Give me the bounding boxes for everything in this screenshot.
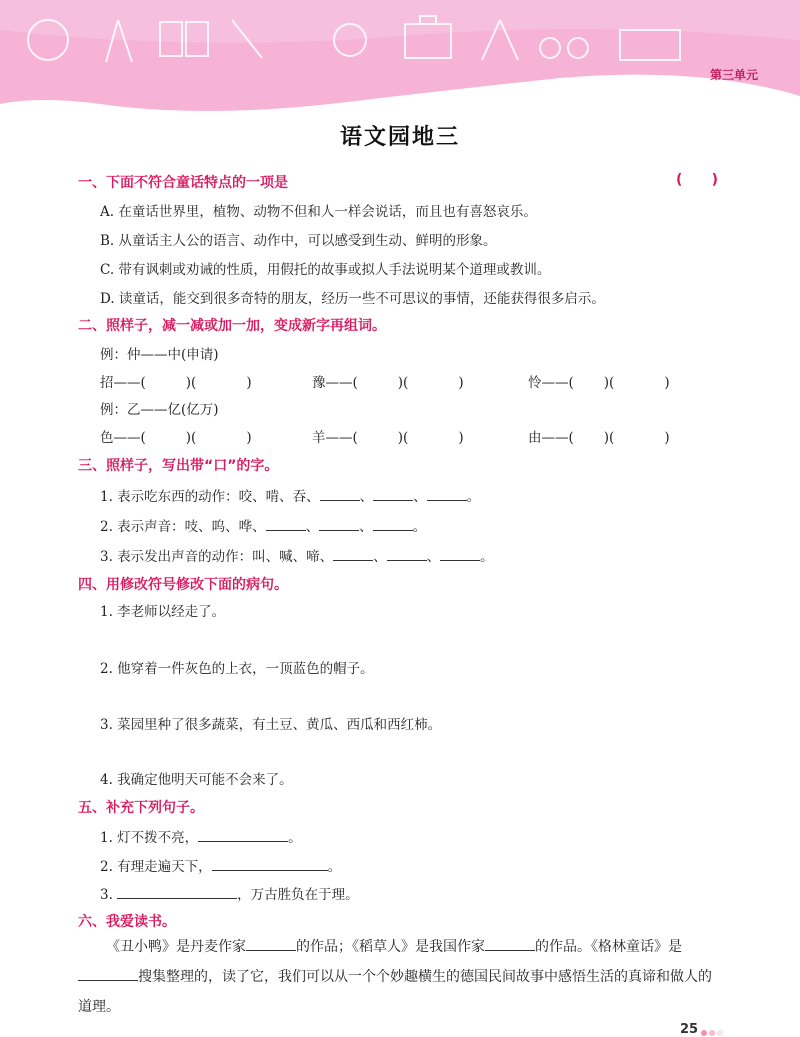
option-c: C. 带有讽刺或劝诫的性质，用假托的故事或拟人手法说明某个道理或教训。: [100, 262, 551, 278]
blank[interactable]: [333, 546, 373, 561]
section5-heading: 五、补充下列句子。: [78, 800, 204, 816]
blank[interactable]: [373, 516, 413, 531]
option-b: B. 从童话主人公的语言、动作中，可以感受到生动、鲜明的形象。: [100, 233, 497, 249]
sick-sentence-3: 3. 菜园里种了很多蔬菜，有土豆、黄瓜、西瓜和西红柿。: [100, 717, 442, 733]
blank[interactable]: [246, 936, 296, 951]
sick-sentence-1: 1. 李老师以经走了。: [100, 604, 226, 620]
blank[interactable]: [427, 486, 467, 501]
blank[interactable]: [212, 856, 328, 871]
complete-sentence-3: 3. ，万古胜负在于理。: [100, 883, 359, 903]
section4-heading: 四、用修改符号修改下面的病句。: [78, 577, 288, 593]
blank[interactable]: [78, 966, 138, 981]
blank[interactable]: [440, 546, 480, 561]
section3-item1: 1. 表示吃东西的动作：咬、啃、吞、 、 、 。: [100, 485, 480, 505]
example-1: 例：仲——中(申请): [100, 347, 219, 363]
section2-heading: 二、照样子，减一减或加一加，变成新字再组词。: [78, 318, 386, 334]
blank[interactable]: [266, 516, 306, 531]
answer-paren[interactable]: ( ): [676, 172, 719, 188]
row2-item2[interactable]: 羊——( )( ): [312, 430, 464, 446]
complete-sentence-2: 2. 有理走遍天下， 。: [100, 855, 341, 875]
row1-item3[interactable]: 怜——( )( ): [528, 375, 670, 391]
sick-sentence-2: 2. 他穿着一件灰色的上衣，一顶蓝色的帽子。: [100, 661, 374, 677]
row2-item3[interactable]: 由——( )( ): [528, 430, 670, 446]
blank[interactable]: [387, 546, 427, 561]
section6-heading: 六、我爱读书。: [78, 914, 176, 930]
blank[interactable]: [320, 486, 360, 501]
page-number: 25: [680, 1022, 699, 1037]
blank[interactable]: [117, 884, 237, 899]
complete-sentence-1: 1. 灯不拨不亮， 。: [100, 826, 302, 846]
blank[interactable]: [198, 827, 288, 842]
blank[interactable]: [319, 516, 359, 531]
section3-item3: 3. 表示发出声音的动作：叫、喊、啼、 、 、 。: [100, 545, 494, 565]
section1-heading: 一、下面不符合童话特点的一项是: [78, 175, 288, 191]
unit-label: 第三单元: [709, 68, 758, 82]
blank[interactable]: [373, 486, 413, 501]
section3-heading: 三、照样子，写出带“口”的字。: [78, 458, 279, 474]
example-2: 例：乙——亿(亿万): [100, 402, 219, 418]
sick-sentence-4: 4. 我确定他明天可能不会来了。: [100, 772, 293, 788]
row1-item1[interactable]: 招——( )( ): [100, 375, 252, 391]
option-d: D. 读童话，能交到很多奇特的朋友，经历一些不可思议的事情，还能获得很多启示。: [100, 291, 605, 307]
row1-item2[interactable]: 豫——( )( ): [312, 375, 464, 391]
option-a: A. 在童话世界里，植物、动物不但和人一样会说话，而且也有喜怒哀乐。: [100, 204, 537, 220]
reading-paragraph: 《丑小鸭》是丹麦作家 的作品；《稻草人》是我国作家 的作品。《格林童话》是搜集整理的，读了它，我们可以从一个个妙趣横生的德国民间故事中感悟生活的真谛和做人的道理。: [78, 932, 724, 1022]
row2-item1[interactable]: 色——( )( ): [100, 430, 252, 446]
blank[interactable]: [485, 936, 535, 951]
header-band: [0, 0, 800, 120]
section3-item2: 2. 表示声音：吱、呜、哗、 、 、 。: [100, 515, 426, 535]
page-title: 语文园地三: [339, 124, 460, 150]
page-dots-icon: [700, 1029, 730, 1037]
